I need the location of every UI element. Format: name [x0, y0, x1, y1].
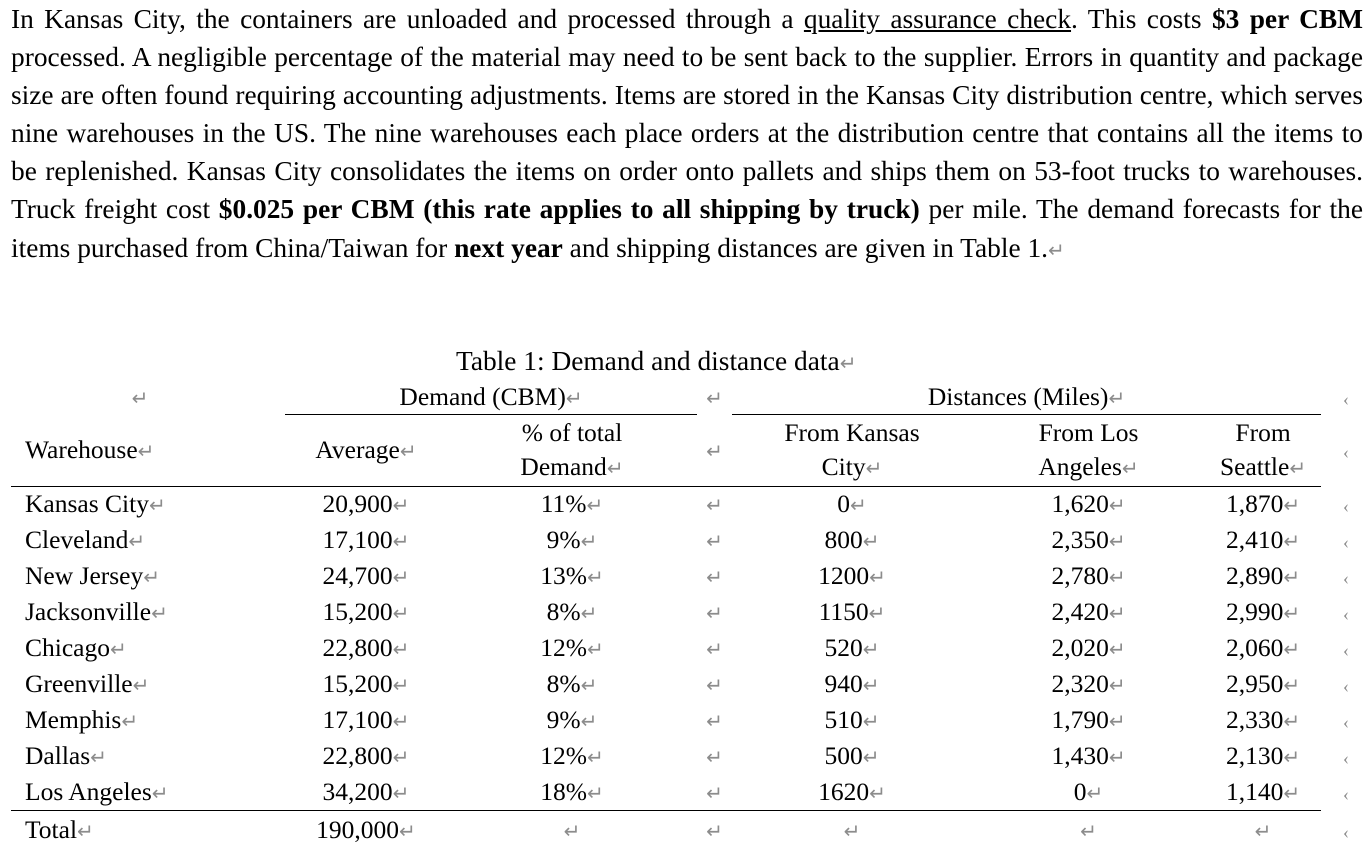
- cell-mark-icon: ↵: [152, 781, 169, 805]
- header-from-seattle: From Seattle↵: [1205, 415, 1321, 487]
- cell-mark-icon: ↵: [706, 601, 723, 625]
- demand-distance-table: [11, 380, 1371, 849]
- row-end-mark-icon: ‹: [1343, 822, 1349, 842]
- cell-from-kansas-city: 940↵: [732, 667, 972, 703]
- table-row: [11, 523, 1371, 559]
- cell-warehouse: Memphis↵: [11, 703, 285, 739]
- cell-spacer: [697, 523, 732, 559]
- cell-warehouse: Chicago↵: [11, 631, 285, 667]
- header-from-los-angeles: From Los Angeles↵: [972, 415, 1205, 487]
- cell-average: 24,700↵: [285, 559, 447, 595]
- cell-from-seattle: 2,410↵: [1205, 523, 1321, 559]
- table-row: [11, 631, 1371, 667]
- cell-mark-icon: ↵: [564, 819, 581, 843]
- table-row: [11, 595, 1371, 631]
- table-row: [11, 559, 1371, 595]
- cell-pct-total: 8%↵: [447, 667, 697, 703]
- cell-mark-icon: ↵: [869, 601, 886, 625]
- cell-spacer: [697, 775, 732, 811]
- cell-warehouse: New Jersey↵: [11, 559, 285, 595]
- cell-mark-icon: ↵: [393, 709, 410, 733]
- table-body: [11, 487, 1371, 811]
- total-label: Total↵: [11, 811, 285, 849]
- distances-group-header: Distances (Miles)↵: [732, 380, 1321, 415]
- row-end-mark-icon: ‹: [1343, 532, 1349, 552]
- cell-mark-icon: ↵: [706, 493, 723, 517]
- cell-mark-icon: ↵: [393, 781, 410, 805]
- cell-spacer: [697, 595, 732, 631]
- row-end-mark-icon: ‹: [1343, 712, 1349, 732]
- cell-mark-icon: ↵: [587, 781, 604, 805]
- cell-mark-icon: ↵: [863, 637, 880, 661]
- cell-from-los-angeles: 1,620↵: [972, 487, 1205, 523]
- cell-mark-icon: ↵: [393, 637, 410, 661]
- paragraph-text: and shipping distances are given in Table 1.: [563, 233, 1048, 263]
- row-end-mark-icon: ‹: [1343, 604, 1349, 624]
- cell-from-los-angeles: 2,320↵: [972, 667, 1205, 703]
- cell-mark-icon: ↵: [393, 565, 410, 589]
- cell-pct-total: 12%↵: [447, 631, 697, 667]
- paragraph-text: . This costs: [1071, 4, 1212, 34]
- cell-pct-total: 8%↵: [447, 595, 697, 631]
- cell-mark-icon: ↵: [90, 745, 107, 769]
- paragraph-text: processed. A negligible percentage of the material may need to be sent back to the supplier. Errors in quantity and package size are often found requiring accounting adjustments. Items are stored in the Kansas City distribution centre, which serves nine warehouses in the US. The nine warehouses each place orders at the distribution centre that contains all the items to be replenished. Kansas City consolidates the items on order onto pallets and ships them on 53-foot trucks to warehouses. Truck freight cost: [11, 42, 1363, 224]
- cell-from-los-angeles: 2,780↵: [972, 559, 1205, 595]
- cell-mark-icon: ↵: [110, 637, 127, 661]
- header-warehouse: Warehouse↵: [11, 415, 285, 487]
- cell-from-kansas-city: 1620↵: [732, 775, 972, 811]
- table-caption-text: Table 1: Demand and distance data: [456, 346, 840, 376]
- cell-from-kansas-city: 1200↵: [732, 559, 972, 595]
- cell-from-seattle: 2,130↵: [1205, 739, 1321, 775]
- cell-mark-icon: ↵: [706, 386, 723, 410]
- cell-mark-icon: ↵: [1283, 565, 1300, 589]
- group-header-row: [11, 380, 1371, 415]
- cell-mark-icon: ↵: [863, 709, 880, 733]
- header-pct-total: % of total Demand↵: [447, 415, 697, 487]
- cell-mark-icon: ↵: [706, 439, 723, 463]
- cell-from-kansas-city: 0↵: [732, 487, 972, 523]
- total-average: 190,000↵: [285, 811, 447, 849]
- cell-mark-icon: ↵: [1109, 745, 1126, 769]
- cell-from-kansas-city: 520↵: [732, 631, 972, 667]
- paragraph-mark-icon: ↵: [840, 351, 857, 375]
- row-end-mark-icon: ‹: [1343, 784, 1349, 804]
- row-end-mark-icon: ‹: [1343, 568, 1349, 588]
- cell-mark-icon: ↵: [1109, 637, 1126, 661]
- quality-assurance-link[interactable]: quality assurance check: [804, 4, 1071, 34]
- demand-group-header: Demand (CBM)↵: [285, 380, 697, 415]
- cell-from-seattle: 2,890↵: [1205, 559, 1321, 595]
- cell-mark-icon: ↵: [863, 745, 880, 769]
- body-paragraph: [11, 0, 1363, 269]
- cell-mark-icon: ↵: [863, 673, 880, 697]
- cell-average: 20,900↵: [285, 487, 447, 523]
- cell-from-seattle: 1,870↵: [1205, 487, 1321, 523]
- cell-warehouse: Cleveland↵: [11, 523, 285, 559]
- freight-rate: $0.025 per CBM (this rate applies to all shipping by truck): [219, 194, 920, 224]
- cell-average: 15,200↵: [285, 595, 447, 631]
- cell-mark-icon: ↵: [869, 781, 886, 805]
- cell-mark-icon: ↵: [706, 781, 723, 805]
- table-row: [11, 775, 1371, 811]
- cell-mark-icon: ↵: [1087, 781, 1104, 805]
- cell-mark-icon: ↵: [393, 493, 410, 517]
- cell-from-los-angeles: 2,020↵: [972, 631, 1205, 667]
- cell-mark-icon: ↵: [587, 637, 604, 661]
- cell-from-los-angeles: 2,350↵: [972, 523, 1205, 559]
- cell-mark-icon: ↵: [587, 493, 604, 517]
- cell-mark-icon: ↵: [1109, 565, 1126, 589]
- table-row: [11, 667, 1371, 703]
- cell-spacer: [697, 667, 732, 703]
- cell-from-seattle: 2,950↵: [1205, 667, 1321, 703]
- cell-warehouse: Kansas City↵: [11, 487, 285, 523]
- cell-mark-icon: ↵: [581, 673, 598, 697]
- cell-from-kansas-city: 1150↵: [732, 595, 972, 631]
- cell-mark-icon: ↵: [706, 673, 723, 697]
- cell-average: 17,100↵: [285, 703, 447, 739]
- cell-from-los-angeles: 1,790↵: [972, 703, 1205, 739]
- cell-mark-icon: ↵: [151, 601, 168, 625]
- cell-average: 17,100↵: [285, 523, 447, 559]
- cell-mark-icon: ↵: [706, 745, 723, 769]
- row-end-mark-icon: ‹: [1343, 442, 1349, 462]
- row-end-mark-icon: ‹: [1343, 640, 1349, 660]
- cell-mark-icon: ↵: [869, 565, 886, 589]
- table-row: [11, 487, 1371, 523]
- cell-mark-icon: ↵: [1283, 637, 1300, 661]
- cell-mark-icon: ↵: [1283, 709, 1300, 733]
- cell-mark-icon: ↵: [581, 601, 598, 625]
- cell-average: 15,200↵: [285, 667, 447, 703]
- cell-mark-icon: ↵: [393, 529, 410, 553]
- paragraph-text: per mile. The demand forecasts for the items purchased from China/Taiwan for: [11, 194, 1363, 262]
- table-caption: [0, 343, 1371, 379]
- cell-mark-icon: ↵: [850, 493, 867, 517]
- cell-mark-icon: ↵: [706, 709, 723, 733]
- cell-mark-icon: ↵: [587, 745, 604, 769]
- cell-spacer: [697, 559, 732, 595]
- cell-mark-icon: ↵: [581, 709, 598, 733]
- cell-mark-icon: ↵: [863, 529, 880, 553]
- cell-from-kansas-city: 510↵: [732, 703, 972, 739]
- cell-warehouse: Los Angeles↵: [11, 775, 285, 811]
- cell-pct-total: 9%↵: [447, 523, 697, 559]
- header-from-kansas-city: From Kansas City↵: [732, 415, 972, 487]
- cell-mark-icon: ↵: [393, 601, 410, 625]
- cell-mark-icon: ↵: [1109, 673, 1126, 697]
- cell-mark-icon: ↵: [132, 386, 149, 410]
- cell-pct-total: 9%↵: [447, 703, 697, 739]
- cell-mark-icon: ↵: [1283, 745, 1300, 769]
- cell-spacer: [697, 703, 732, 739]
- cell-pct-total: 11%↵: [447, 487, 697, 523]
- cell-warehouse: Greenville↵: [11, 667, 285, 703]
- cell-from-seattle: 2,330↵: [1205, 703, 1321, 739]
- cell-pct-total: 18%↵: [447, 775, 697, 811]
- cell-mark-icon: ↵: [844, 819, 861, 843]
- cell-from-los-angeles: 2,420↵: [972, 595, 1205, 631]
- cell-from-seattle: 2,990↵: [1205, 595, 1321, 631]
- paragraph-text: In Kansas City, the containers are unloaded and processed through a: [11, 4, 804, 34]
- header-average: Average↵: [285, 415, 447, 487]
- cell-from-seattle: 1,140↵: [1205, 775, 1321, 811]
- next-year-emphasis: next year: [454, 233, 563, 263]
- cell-mark-icon: ↵: [706, 565, 723, 589]
- cell-mark-icon: ↵: [1109, 529, 1126, 553]
- table-row: [11, 739, 1371, 775]
- cell-mark-icon: ↵: [706, 529, 723, 553]
- cell-spacer: [697, 631, 732, 667]
- row-end-mark-icon: ‹: [1343, 676, 1349, 696]
- cell-pct-total: 13%↵: [447, 559, 697, 595]
- cell-pct-total: 12%↵: [447, 739, 697, 775]
- cell-mark-icon: ↵: [1283, 529, 1300, 553]
- cell-mark-icon: ↵: [149, 493, 166, 517]
- cell-mark-icon: ↵: [133, 673, 150, 697]
- cell-mark-icon: ↵: [393, 745, 410, 769]
- cell-mark-icon: ↵: [1109, 601, 1126, 625]
- total-row: [11, 811, 1371, 849]
- cell-warehouse: Jacksonville↵: [11, 595, 285, 631]
- table-row: [11, 703, 1371, 739]
- cell-spacer: [697, 487, 732, 523]
- cell-mark-icon: ↵: [128, 529, 145, 553]
- cell-from-los-angeles: 1,430↵: [972, 739, 1205, 775]
- cell-spacer: [697, 739, 732, 775]
- cell-from-seattle: 2,060↵: [1205, 631, 1321, 667]
- cell-mark-icon: ↵: [143, 565, 160, 589]
- cell-mark-icon: ↵: [1080, 819, 1097, 843]
- cell-average: 22,800↵: [285, 739, 447, 775]
- cell-mark-icon: ↵: [1283, 781, 1300, 805]
- cell-mark-icon: ↵: [1283, 601, 1300, 625]
- cell-average: 34,200↵: [285, 775, 447, 811]
- cell-from-los-angeles: 0↵: [972, 775, 1205, 811]
- cell-mark-icon: ↵: [1283, 493, 1300, 517]
- cell-mark-icon: ↵: [121, 709, 138, 733]
- row-end-mark-icon: ‹: [1343, 496, 1349, 516]
- cell-mark-icon: ↵: [706, 637, 723, 661]
- cell-mark-icon: ↵: [581, 529, 598, 553]
- cell-mark-icon: ↵: [587, 565, 604, 589]
- cell-mark-icon: ↵: [1283, 673, 1300, 697]
- cell-warehouse: Dallas↵: [11, 739, 285, 775]
- cell-mark-icon: ↵: [1109, 709, 1126, 733]
- cell-from-kansas-city: 500↵: [732, 739, 972, 775]
- paragraph-mark-icon: ↵: [1048, 238, 1065, 262]
- row-end-mark-icon: ‹: [1343, 389, 1349, 409]
- cell-mark-icon: ↵: [706, 819, 723, 843]
- cell-mark-icon: ↵: [1255, 819, 1272, 843]
- cell-average: 22,800↵: [285, 631, 447, 667]
- row-end-mark-icon: ‹: [1343, 748, 1349, 768]
- cell-from-kansas-city: 800↵: [732, 523, 972, 559]
- cell-mark-icon: ↵: [393, 673, 410, 697]
- cell-mark-icon: ↵: [1109, 493, 1126, 517]
- cost-per-cbm: $3 per CBM: [1212, 4, 1363, 34]
- column-header-row: [11, 415, 1371, 487]
